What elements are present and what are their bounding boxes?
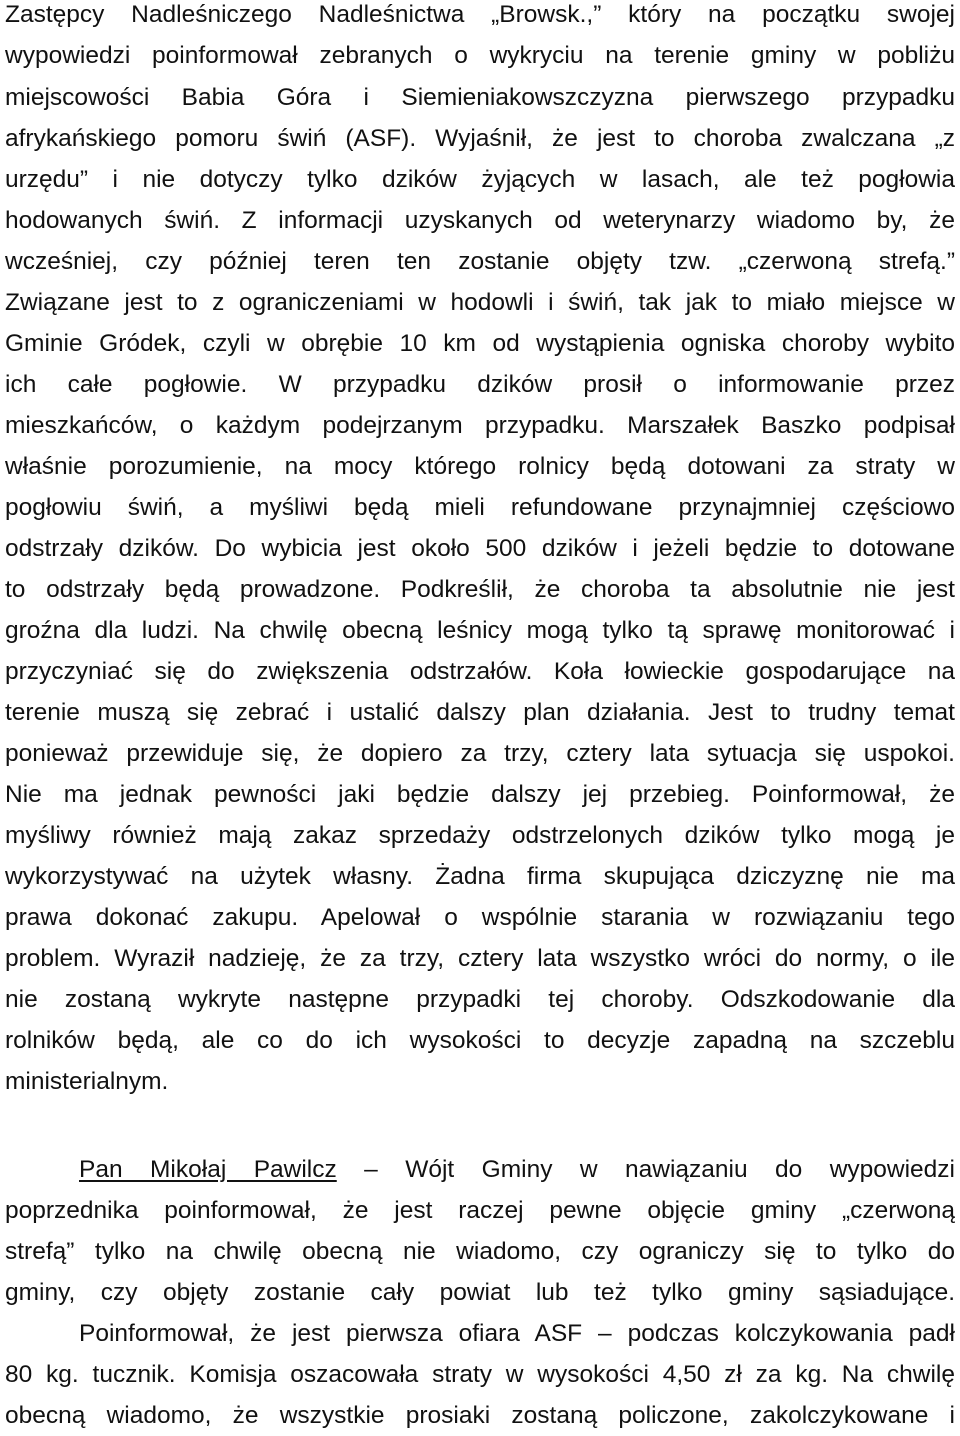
paragraph-1-line-16: groźna dla ludzi. Na chwilę obecną leśnicy mogą tylko tą sprawę monitorować i [5, 617, 955, 644]
paragraph-1-line-26: rolników będą, ale co do ich wysokości to decyzje zapadną na szczeblu [5, 1027, 955, 1054]
paragraph-3-line-2: 80 kg. tucznik. Komisja oszacowała straty w wysokości 4,50 zł za kg. Na chwilę [5, 1361, 955, 1388]
paragraph-1-line-24: problem. Wyraził nadzieję, że za trzy, cztery lata wszystko wróci do normy, o ile [5, 945, 955, 972]
paragraph-1-line-18: terenie muszą się zebrać i ustalić dalszy plan działania. Jest to trudny temat [5, 699, 955, 726]
paragraph-1-line-4: afrykańskiego pomoru świń (ASF). Wyjaśnił, że jest to choroba zwalczana „z [5, 125, 955, 152]
speaker-name: Pan Mikołaj Pawilcz [79, 1156, 337, 1183]
paragraph-1-line-13: pogłowiu świń, a myśliwi będą mieli refundowane przynajmniej częściowo [5, 494, 955, 521]
paragraph-1-line-11: mieszkańców, o każdym podejrzanym przypadku. Marszałek Baszko podpisał [5, 412, 955, 439]
paragraph-1-line-7: wcześniej, czy później teren ten zostanie objęty tzw. „czerwoną strefą.” [5, 248, 955, 275]
paragraph-1-line-15: to odstrzały będą prowadzone. Podkreślił, że choroba ta absolutnie nie jest [5, 576, 955, 603]
paragraph-1-line-2: wypowiedzi poinformował zebranych o wykryciu na terenie gminy w pobliżu [5, 42, 955, 69]
paragraph-2-line-3: strefą” tylko na chwilę obecną nie wiadomo, czy ograniczy się to tylko do [5, 1238, 955, 1265]
paragraph-3-line-1 [5, 1313, 955, 1354]
paragraph-3-line-3: obecną wiadomo, że wszystkie prosiaki zostaną policzone, zakolczykowane i [5, 1402, 955, 1429]
paragraph-3-line-1-text: Poinformował, że jest pierwsza ofiara ASF – podczas kolczykowania padł [79, 1320, 955, 1347]
paragraph-1-line-21: myśliwy również mają zakaz sprzedaży odstrzelonych dzików tylko mogą je [5, 822, 955, 849]
paragraph-1-line-12: właśnie porozumienie, na mocy którego rolnicy będą dotowani za straty w [5, 453, 955, 480]
paragraph-1-line-8: Związane jest to z ograniczeniami w hodowli i świń, tak jak to miało miejsce w [5, 289, 955, 316]
paragraph-1-line-25: nie zostaną wykryte następne przypadki tej choroby. Odszkodowanie dla [5, 986, 955, 1013]
paragraph-2-line-4: gminy, czy objęty zostanie cały powiat lub też tylko gminy sąsiadujące. [5, 1279, 955, 1306]
paragraph-1-line-22: wykorzystywać na użytek własny. Żadna firma skupująca dziczyznę nie ma [5, 863, 955, 890]
paragraph-1-line-17: przyczyniać się do zwiększenia odstrzałów. Koła łowieckie gospodarujące na [5, 658, 955, 685]
paragraph-1-line-6: hodowanych świń. Z informacji uzyskanych od weterynarzy wiadomo by, że [5, 207, 955, 234]
paragraph-1-line-27: ministerialnym. [5, 1068, 169, 1095]
paragraph-1-line-23: prawa dokonać zakupu. Apelował o wspólnie starania w rozwiązaniu tego [5, 904, 955, 931]
paragraph-1-line-9: Gminie Gródek, czyli w obrębie 10 km od wystąpienia ogniska choroby wybito [5, 330, 955, 357]
paragraph-1-line-20: Nie ma jednak pewności jaki będzie dalszy jej przebieg. Poinformował, że [5, 781, 955, 808]
paragraph-2-line-2: poprzednika poinformował, że jest raczej pewne objęcie gminy „czerwoną [5, 1197, 955, 1224]
paragraph-1-line-3: miejscowości Babia Góra i Siemieniakowszczyzna pierwszego przypadku [5, 84, 955, 111]
paragraph-1-line-5: urzędu” i nie dotyczy tylko dzików żyjących w lasach, ale też pogłowia [5, 166, 955, 193]
paragraph-1-line-14: odstrzały dzików. Do wybicia jest około 500 dzików i jeżeli będzie to dotowane [5, 535, 955, 562]
paragraph-2-line-1 [5, 1149, 955, 1190]
paragraph-1-line-10: ich całe pogłowie. W przypadku dzików prosił o informowanie przez [5, 371, 955, 398]
paragraph-1-line-19: ponieważ przewiduje się, że dopiero za trzy, cztery lata sytuacja się uspokoi. [5, 740, 955, 767]
paragraph-2-line-1-text: – Wójt Gminy w nawiązaniu do wypowiedzi [336, 1156, 955, 1183]
paragraph-1-line-1: Zastępcy Nadleśniczego Nadleśnictwa „Browsk.,” który na początku swojej [5, 1, 955, 28]
